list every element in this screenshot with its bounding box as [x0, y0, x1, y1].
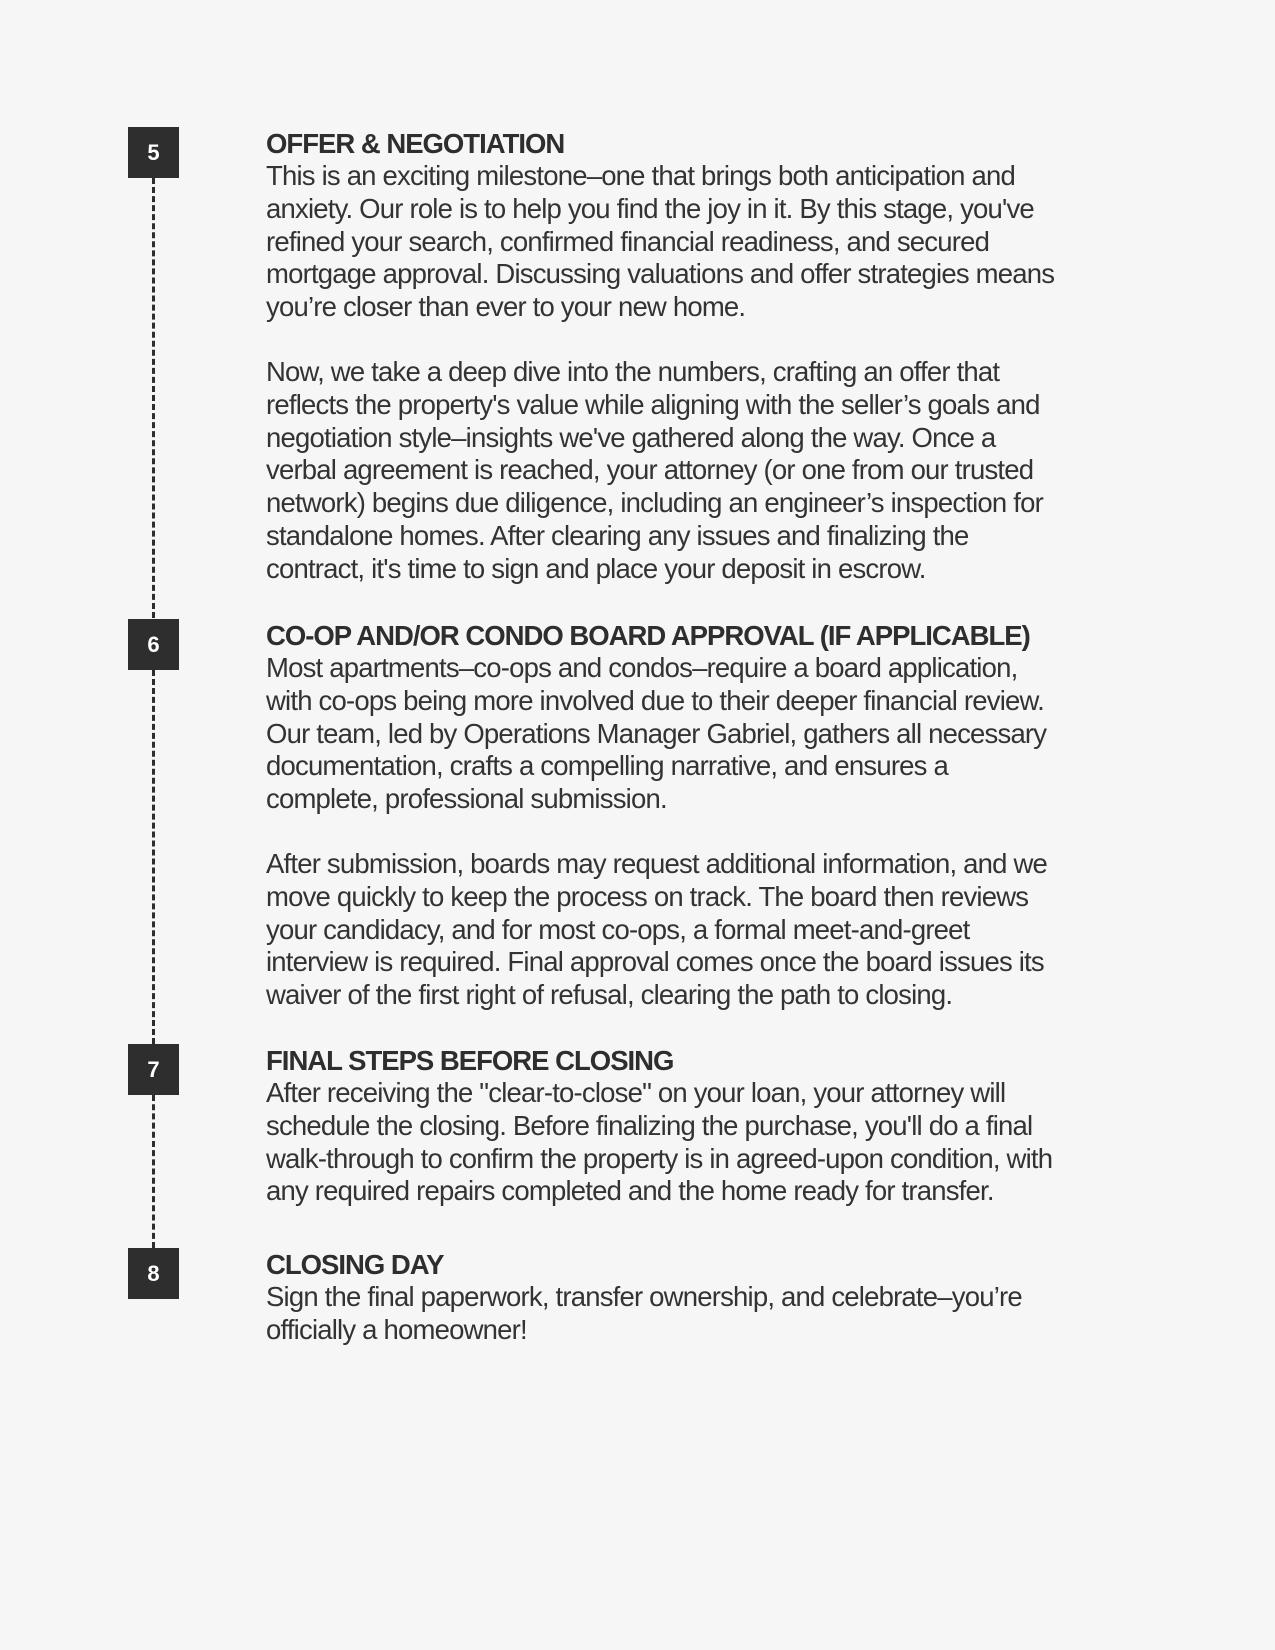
timeline-connector-5-6: [152, 178, 155, 618]
step-paragraph: After submission, boards may request additional information, and we move quickly to keep the process on track. The board then reviews your candidacy, and for most co-ops, a formal meet-and-greet interview is required. Final approval comes once the board issues its waiver of the first right of refusal, clearing the path to closing.: [266, 847, 1048, 1011]
step-number-badge: 5: [128, 127, 179, 178]
step-final-steps: [266, 1044, 1166, 1208]
step-number-badge: 7: [128, 1044, 179, 1095]
timeline-connector-7-8: [152, 1095, 155, 1248]
step-offer-negotiation: [266, 127, 1166, 586]
step-number-badge: 6: [128, 619, 179, 670]
step-paragraph: This is an exciting milestone–one that brings both anticipation and anxiety. Our role is to help you find the joy in it. By this stage, you've refined your search, confirmed financial readiness, and secured mortgage approval. Discussing valuations and offer strategies means you’re closer than ever to your new home.: [266, 160, 1055, 323]
step-paragraph: Sign the final paperwork, transfer ownership, and celebrate–you’re officially a homeowner!: [266, 1281, 1022, 1345]
step-board-approval: [266, 619, 1166, 1012]
step-title: FINAL STEPS BEFORE CLOSING: [266, 1045, 674, 1076]
step-title: OFFER & NEGOTIATION: [266, 128, 565, 159]
step-paragraph: Most apartments–co-ops and condos–require a board application, with co-ops being more involved due to their deeper financial review. Our team, led by Operations Manager Gabriel, gathers all necessary documentation, crafts a compelling narrative, and ensures a complete, professional submission.: [266, 652, 1047, 815]
step-title: CLOSING DAY: [266, 1249, 444, 1280]
step-number-badge: 8: [128, 1248, 179, 1299]
step-closing-day: [266, 1248, 1166, 1347]
step-paragraph: After receiving the "clear-to-close" on your loan, your attorney will schedule the closing. Before finalizing the purchase, you'll do a final walk-through to confirm the property is in agreed-upon condition, with any required repairs completed and the home ready for transfer.: [266, 1077, 1053, 1207]
step-paragraph: Now, we take a deep dive into the numbers, crafting an offer that reflects the property's value while aligning with the seller’s goals and negotiation style–insights we've gathered along the way. Once a verbal agreement is reached, your attorney (or one from our trusted network) begins due diligence, including an engineer’s inspection for standalone homes. After clearing any issues and finalizing the contract, it's time to sign and place your deposit in escrow.: [266, 355, 1043, 584]
step-title: CO-OP AND/OR CONDO BOARD APPROVAL (IF APPLICABLE): [266, 620, 1030, 651]
timeline-connector-6-7: [152, 670, 155, 1044]
